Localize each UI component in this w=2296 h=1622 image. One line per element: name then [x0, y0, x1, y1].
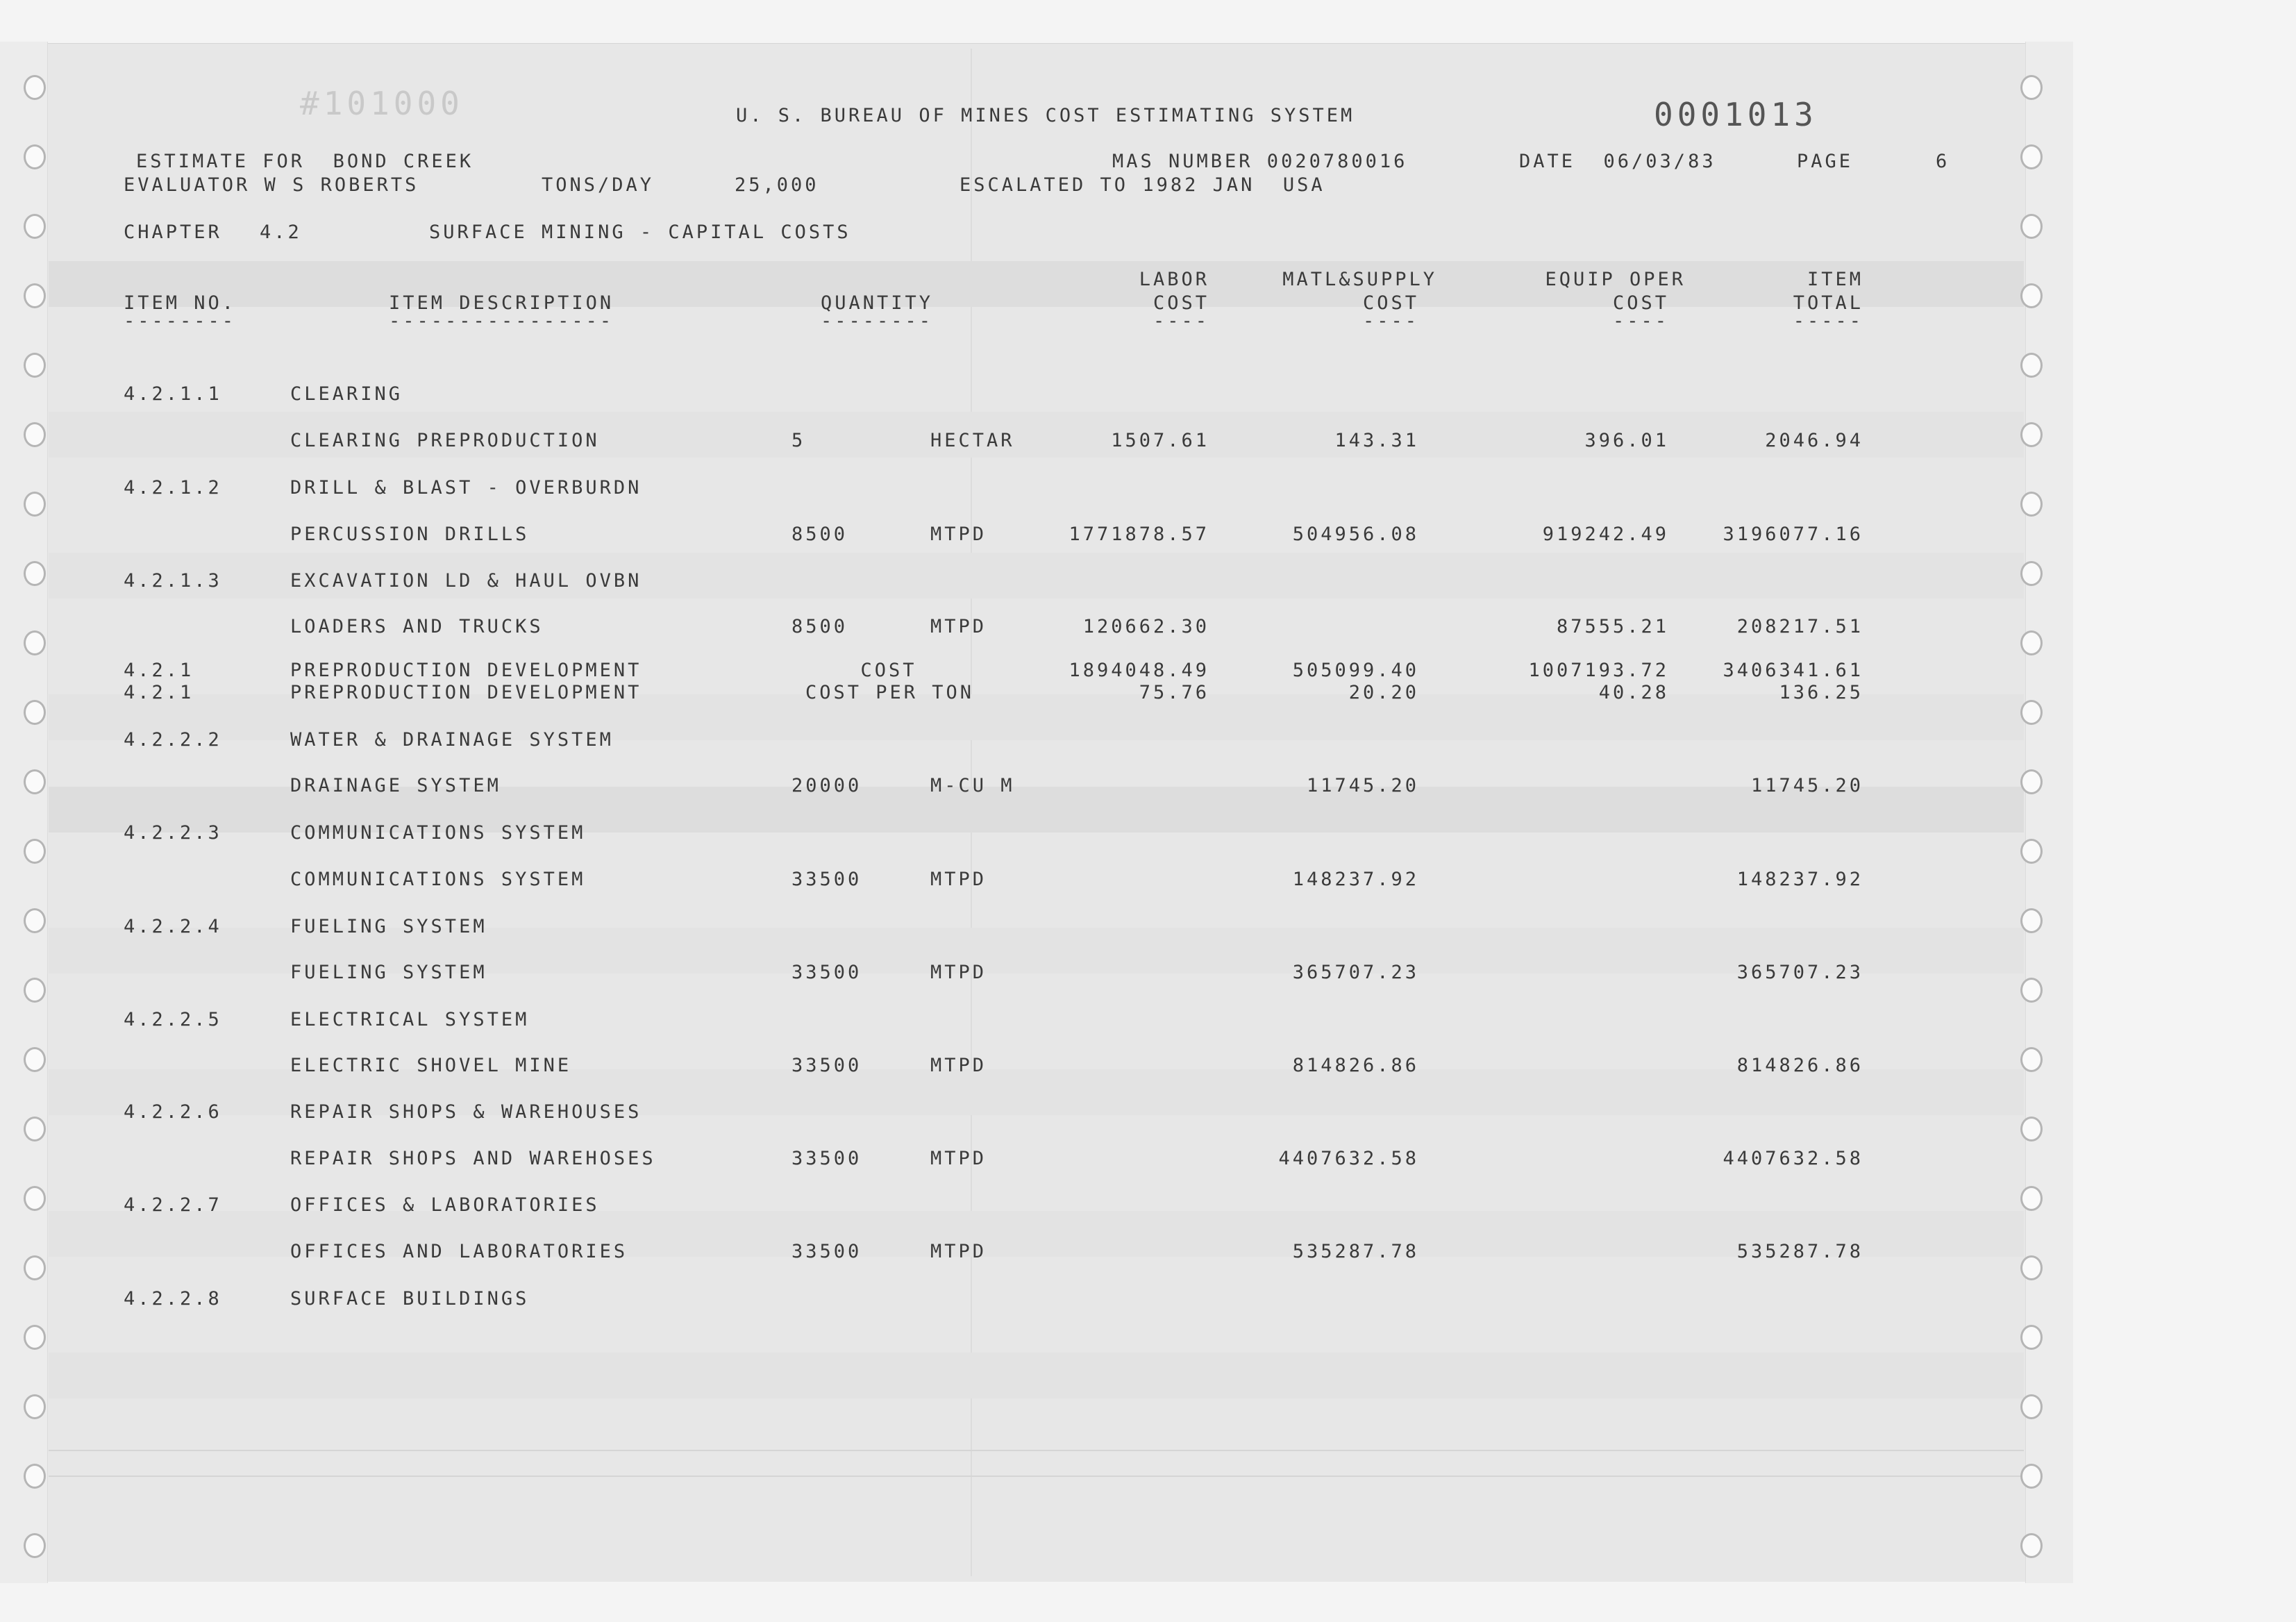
item-total: 535287.78	[1736, 1241, 1863, 1262]
equip-oper-cost: 40.28	[1598, 682, 1669, 703]
tractor-feed-hole	[2020, 283, 2043, 308]
tractor-feed-hole	[24, 1186, 46, 1211]
tractor-feed-hole	[24, 839, 46, 864]
item-total: 814826.86	[1736, 1055, 1863, 1076]
tons-day-value: 25,000	[735, 174, 819, 196]
document-number-stamp: 0001013	[1654, 96, 1818, 133]
item-number: 4.2.1	[124, 660, 194, 681]
tractor-feed-hole	[24, 1325, 46, 1350]
page-number: 6	[1936, 151, 1950, 172]
equip-oper-cost: 396.01	[1584, 430, 1669, 451]
paper-band	[49, 1353, 2024, 1398]
tractor-feed-hole	[24, 1047, 46, 1072]
matl-supply-cost: 505099.40	[1292, 660, 1419, 681]
summary-type: COST PER TON	[805, 682, 975, 703]
tractor-feed-hole	[2020, 769, 2043, 794]
item-description: COMMUNICATIONS SYSTEM	[290, 822, 586, 844]
labor-cost: 1507.61	[1111, 430, 1209, 451]
item-number: 4.2.2.7	[124, 1194, 222, 1216]
labor-cost: 1894048.49	[1069, 660, 1209, 681]
item-description: REPAIR SHOPS AND WAREHOSES	[290, 1148, 656, 1169]
paper-rule	[49, 1450, 2024, 1451]
item-description: ELECTRIC SHOVEL MINE	[290, 1055, 572, 1076]
report-date: DATE 06/03/83	[1519, 151, 1716, 172]
item-total: 365707.23	[1736, 962, 1863, 983]
tractor-feed-hole	[24, 144, 46, 169]
col-total-line1: ITEM	[1807, 269, 1863, 290]
chapter-title: SURFACE MINING - CAPITAL COSTS	[429, 221, 851, 243]
matl-supply-cost: 11745.20	[1306, 775, 1419, 796]
tractor-feed-hole	[24, 561, 46, 586]
item-description: LOADERS AND TRUCKS	[290, 616, 544, 637]
tractor-feed-hole	[2020, 700, 2043, 725]
tractor-feed-hole	[2020, 422, 2043, 447]
item-description: CLEARING PREPRODUCTION	[290, 430, 600, 451]
quantity-value: 8500	[791, 616, 848, 637]
equip-oper-cost: 1007193.72	[1528, 660, 1669, 681]
col-total-underline: -----	[1793, 310, 1863, 332]
tractor-feed-hole	[2020, 1186, 2043, 1211]
equip-oper-cost: 87555.21	[1556, 616, 1669, 637]
col-equip-line2: COST	[1612, 292, 1669, 314]
tractor-feed-hole	[24, 769, 46, 794]
col-matl-underline: ----	[1362, 310, 1419, 332]
tractor-feed-hole	[24, 1255, 46, 1280]
matl-supply-cost: 814826.86	[1292, 1055, 1419, 1076]
item-total: 3196077.16	[1723, 524, 1863, 545]
matl-supply-cost: 535287.78	[1292, 1241, 1419, 1262]
item-total: 4407632.58	[1723, 1148, 1863, 1169]
matl-supply-cost: 148237.92	[1292, 869, 1419, 890]
quantity-unit: MTPD	[930, 1148, 987, 1169]
col-labor-underline: ----	[1153, 310, 1209, 332]
quantity-unit: MTPD	[930, 524, 987, 545]
tractor-feed-hole	[24, 283, 46, 308]
col-quantity: QUANTITY	[821, 292, 934, 314]
col-equip-underline: ----	[1612, 310, 1669, 332]
tractor-feed-hole	[2020, 908, 2043, 933]
page-label: PAGE	[1797, 151, 1854, 172]
item-number: 4.2.2.4	[124, 916, 222, 937]
tractor-feed-hole	[2020, 1117, 2043, 1142]
quantity-value: 33500	[791, 962, 862, 983]
col-equip-line1: EQUIP OPER	[1545, 269, 1686, 290]
item-total: 11745.20	[1750, 775, 1863, 796]
item-number: 4.2.2.5	[124, 1009, 222, 1030]
item-description: OFFICES & LABORATORIES	[290, 1194, 600, 1216]
item-description: COMMUNICATIONS SYSTEM	[290, 869, 586, 890]
item-total: 148237.92	[1736, 869, 1863, 890]
item-number: 4.2.1.3	[124, 570, 222, 592]
item-description: WATER & DRAINAGE SYSTEM	[290, 729, 614, 751]
summary-type: COST	[860, 660, 917, 681]
chapter-label: CHAPTER	[124, 221, 222, 243]
item-description: SURFACE BUILDINGS	[290, 1288, 530, 1310]
chapter-number: 4.2	[260, 221, 302, 243]
tractor-feed-hole	[2020, 1047, 2043, 1072]
col-description-underline: ----------------	[389, 310, 614, 332]
col-total-line2: TOTAL	[1793, 292, 1863, 314]
quantity-unit: MTPD	[930, 1055, 987, 1076]
col-quantity-underline: --------	[821, 310, 934, 332]
item-description: EXCAVATION LD & HAUL OVBN	[290, 570, 642, 592]
col-matl-line1: MATL&SUPPLY	[1282, 269, 1437, 290]
col-item-no-underline: --------	[124, 310, 237, 332]
tractor-feed-hole	[2020, 630, 2043, 655]
labor-cost: 1771878.57	[1069, 524, 1209, 545]
tractor-feed-hole	[24, 492, 46, 517]
tractor-feed-hole	[2020, 1255, 2043, 1280]
item-total: 208217.51	[1736, 616, 1863, 637]
item-description: DRAINAGE SYSTEM	[290, 775, 501, 796]
tractor-feed-hole	[24, 214, 46, 239]
labor-cost: 120662.30	[1082, 616, 1209, 637]
right-tractor-strip	[2025, 42, 2073, 1583]
item-description: REPAIR SHOPS & WAREHOUSES	[290, 1101, 642, 1123]
item-description: CLEARING	[290, 383, 403, 405]
labor-cost: 75.76	[1139, 682, 1209, 703]
item-number: 4.2.1	[124, 682, 194, 703]
item-description: PREPRODUCTION DEVELOPMENT	[290, 660, 642, 681]
tractor-feed-hole	[2020, 1533, 2043, 1558]
tractor-feed-hole	[2020, 978, 2043, 1003]
item-description: PERCUSSION DRILLS	[290, 524, 530, 545]
quantity-unit: HECTAR	[930, 430, 1015, 451]
quantity-unit: MTPD	[930, 962, 987, 983]
equip-oper-cost: 919242.49	[1542, 524, 1669, 545]
tractor-feed-hole	[2020, 1394, 2043, 1419]
tractor-feed-hole	[24, 1394, 46, 1419]
quantity-unit: MTPD	[930, 616, 987, 637]
tractor-feed-hole	[24, 630, 46, 655]
tractor-feed-hole	[2020, 492, 2043, 517]
quantity-value: 33500	[791, 1148, 862, 1169]
ref-stamp: #101000	[300, 85, 464, 122]
quantity-value: 20000	[791, 775, 862, 796]
estimate-for: ESTIMATE FOR BOND CREEK	[136, 151, 474, 172]
quantity-value: 33500	[791, 869, 862, 890]
col-labor-line2: COST	[1153, 292, 1209, 314]
tractor-feed-hole	[2020, 353, 2043, 378]
mas-number: MAS NUMBER 0020780016	[1112, 151, 1408, 172]
tractor-feed-hole	[24, 1464, 46, 1489]
item-description: DRILL & BLAST - OVERBURDN	[290, 477, 642, 499]
tractor-feed-hole	[24, 353, 46, 378]
item-number: 4.2.1.1	[124, 383, 222, 405]
tractor-feed-hole	[24, 1533, 46, 1558]
tons-day-label: TONS/DAY	[542, 174, 655, 196]
item-total: 3406341.61	[1723, 660, 1863, 681]
matl-supply-cost: 504956.08	[1292, 524, 1419, 545]
item-number: 4.2.2.2	[124, 729, 222, 751]
quantity-unit: MTPD	[930, 869, 987, 890]
item-description: OFFICES AND LABORATORIES	[290, 1241, 628, 1262]
tractor-feed-hole	[24, 978, 46, 1003]
tractor-feed-hole	[2020, 561, 2043, 586]
item-description: ELECTRICAL SYSTEM	[290, 1009, 530, 1030]
tractor-feed-hole	[24, 908, 46, 933]
tractor-feed-hole	[2020, 214, 2043, 239]
item-number: 4.2.2.8	[124, 1288, 222, 1310]
tractor-feed-hole	[2020, 1325, 2043, 1350]
item-description: FUELING SYSTEM	[290, 962, 487, 983]
item-total: 2046.94	[1765, 430, 1863, 451]
item-total: 136.25	[1779, 682, 1863, 703]
col-description: ITEM DESCRIPTION	[389, 292, 614, 314]
tractor-feed-hole	[2020, 839, 2043, 864]
report-title: U. S. BUREAU OF MINES COST ESTIMATING SYSTEM	[736, 105, 1355, 126]
quantity-unit: MTPD	[930, 1241, 987, 1262]
item-number: 4.2.1.2	[124, 477, 222, 499]
quantity-value: 33500	[791, 1055, 862, 1076]
matl-supply-cost: 20.20	[1348, 682, 1419, 703]
tractor-feed-hole	[2020, 144, 2043, 169]
matl-supply-cost: 4407632.58	[1278, 1148, 1419, 1169]
tractor-feed-hole	[24, 422, 46, 447]
evaluator: EVALUATOR W S ROBERTS	[124, 174, 419, 196]
matl-supply-cost: 143.31	[1334, 430, 1419, 451]
item-description: PREPRODUCTION DEVELOPMENT	[290, 682, 642, 703]
col-item-no: ITEM NO.	[124, 292, 237, 314]
tractor-feed-hole	[2020, 1464, 2043, 1489]
paper-rule	[49, 1475, 2024, 1477]
matl-supply-cost: 365707.23	[1292, 962, 1419, 983]
tractor-feed-hole	[24, 75, 46, 100]
tractor-feed-hole	[24, 1117, 46, 1142]
tractor-feed-hole	[24, 700, 46, 725]
quantity-unit: M-CU M	[930, 775, 1015, 796]
item-description: FUELING SYSTEM	[290, 916, 487, 937]
quantity-value: 8500	[791, 524, 848, 545]
item-number: 4.2.2.3	[124, 822, 222, 844]
col-labor-line1: LABOR	[1139, 269, 1209, 290]
item-number: 4.2.2.6	[124, 1101, 222, 1123]
quantity-value: 5	[791, 430, 806, 451]
escalation-note: ESCALATED TO 1982 JAN USA	[960, 174, 1325, 196]
tractor-feed-hole	[2020, 75, 2043, 100]
quantity-value: 33500	[791, 1241, 862, 1262]
col-matl-line2: COST	[1362, 292, 1419, 314]
left-tractor-strip	[0, 42, 48, 1583]
